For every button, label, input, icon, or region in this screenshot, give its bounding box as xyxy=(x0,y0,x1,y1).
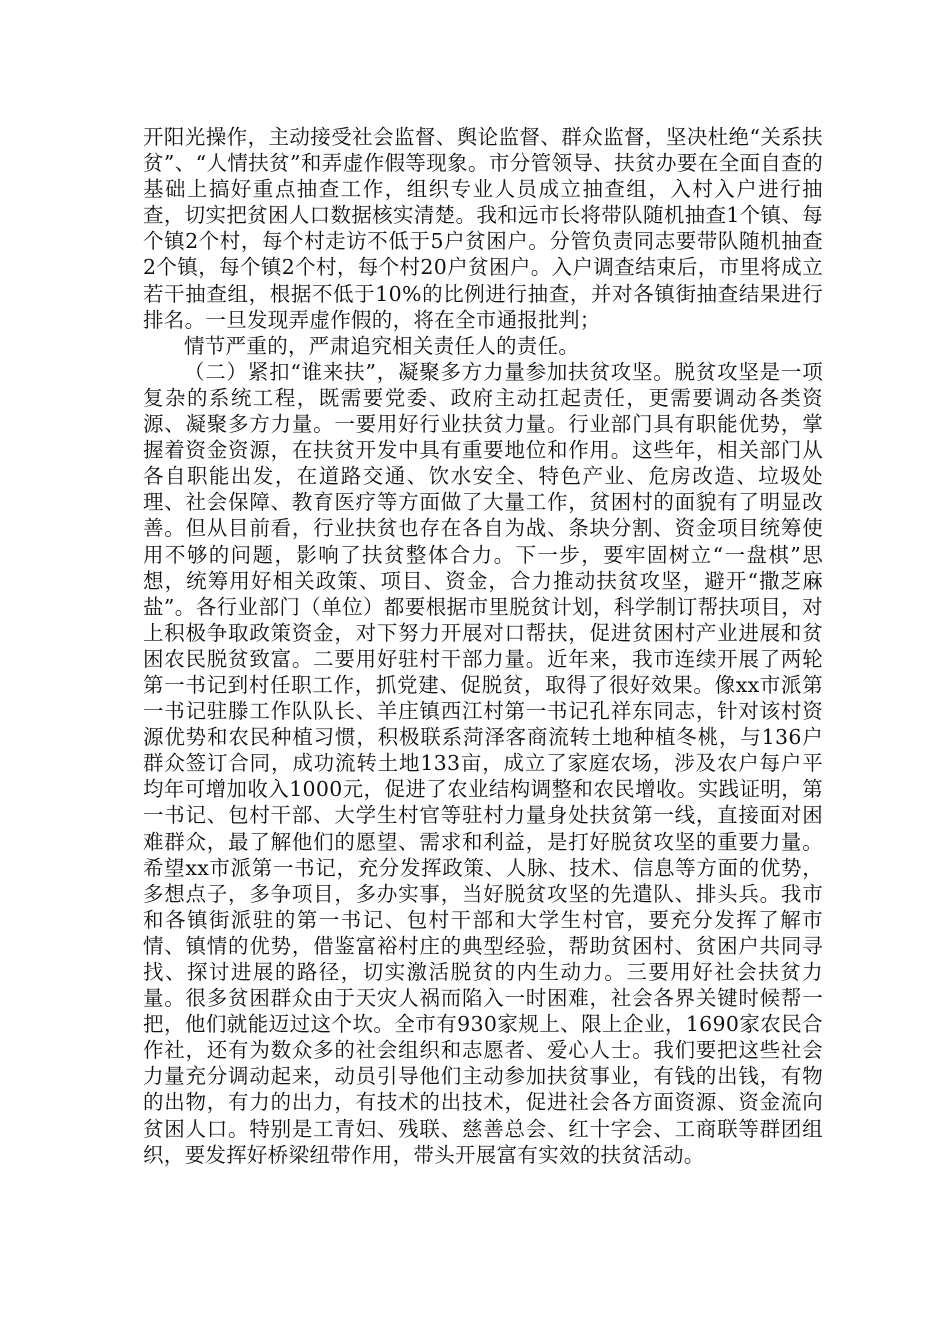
paragraph-2: 情节严重的，严肃追究相关责任人的责任。 xyxy=(184,333,580,358)
document-body xyxy=(143,124,823,1168)
paragraph-1: 开阳光操作，主动接受社会监督、舆论监督、群众监督，坚决杜绝“关系扶贫”、“人情扶贫”和弄虚作假等现象。市分管领导、扶贫办要在全面自查的基础上搞好重点抽查工作，组织专业人员成立抽查组，入村入户进行抽查，切实把贫困人口数据核实清楚。我和远市长将带队随机抽查1个镇、每个镇2个村，每个村走访不低于5户贫困户。分管负责同志要带队随机抽查2个镇，每个镇2个村，每个村20户贫困户。入户调查结束后，市里将成立若干抽查组，根据不低于10%的比例进行抽查，并对各镇街抽查结果进行排名。一旦发现弄虚作假的，将在全市通报批判； xyxy=(143,125,823,332)
paragraph-3: （二）紧扣“谁来扶”，凝聚多方力量参加扶贫攻坚。脱贫攻坚是一项复杂的系统工程，既需要党委、政府主动扛起责任，更需要调动各类资源、凝聚多方力量。一要用好行业扶贫力量。行业部门具有职能优势，掌握着资金资源，在扶贫开发中具有重要地位和作用。这些年，相关部门从各自职能出发，在道路交通、饮水安全、特色产业、危房改造、垃圾处理、社会保障、教育医疗等方面做了大量工作，贫困村的面貌有了明显改善。但从目前看，行业扶贫也存在各自为战、条块分割、资金项目统筹使用不够的问题，影响了扶贫整体合力。下一步，要牢固树立“一盘棋”思想，统筹用好相关政策、项目、资金，合力推动扶贫攻坚，避开“撒芝麻盐”。各行业部门（单位）都要根据市里脱贫计划，科学制订帮扶项目，对上积极争取政策资金，对下努力开展对口帮扶，促进贫困村产业进展和贫困农民脱贫致富。二要用好驻村干部力量。近年来，我市连续开展了两轮第一书记到村任职工作，抓党建、促脱贫，取得了很好效果。像xx市派第一书记驻滕工作队队长、羊庄镇西江村第一书记孔祥东同志，针对该村资源优势和农民种植习惯，积极联系菏泽客商流转土地种植冬桃，与136户群众签订合同，成功流转土地133亩，成立了家庭农场，涉及农户每户平均年可增加收入1000元，促进了农业结构调整和农民增收。实践证明，第一书记、包村干部、大学生村官等驻村力量身处扶贫第一线，直接面对困难群众，最了解他们的愿望、需求和利益，是打好脱贫攻坚的重要力量。希望xx市派第一书记，充分发挥政策、人脉、技术、信息等方面的优势，多想点子，多争项目，多办实事，当好脱贫攻坚的先遣队、排头兵。我市和各镇街派驻的第一书记、包村干部和大学生村官，要充分发挥了解市情、镇情的优势，借鉴富裕村庄的典型经验，帮助贫困村、贫困户共同寻找、探讨进展的路径，切实激活脱贫的内生动力。三要用好社会扶贫力量。很多贫困群众由于天灾人祸而陷入一时困难，社会各界关键时候帮一把，他们就能迈过这个坎。全市有930家规上、限上企业，1690家农民合作社，还有为数众多的社会组织和志愿者、爱心人士。我们要把这些社会力量充分调动起来，动员引导他们主动参加扶贫事业，有钱的出钱，有物的出物，有力的出力，有技术的出技术，促进社会各方面资源、资金流向贫困人口。特别是工青妇、残联、慈善总会、红十字会、工商联等群团组织，要发挥好桥梁纽带作用，带头开展富有实效的扶贫活动。 xyxy=(143,359,823,1167)
